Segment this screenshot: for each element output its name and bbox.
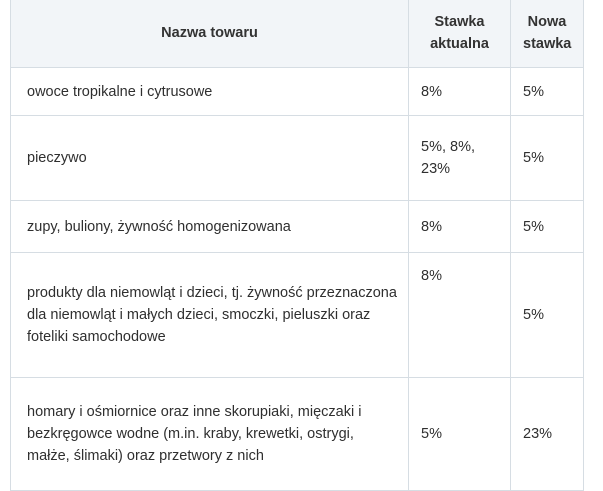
current-rate: 8% xyxy=(409,201,511,253)
product-name: pieczywo xyxy=(11,116,409,201)
header-new-rate: Nowa stawka xyxy=(511,0,584,68)
table-row xyxy=(11,201,584,253)
table-row xyxy=(11,116,584,201)
current-rate: 8% xyxy=(409,253,511,378)
table-row xyxy=(11,253,584,378)
new-rate: 5% xyxy=(511,253,584,378)
header-current-rate: Stawka aktualna xyxy=(409,0,511,68)
header-product-name: Nazwa towaru xyxy=(11,0,409,68)
new-rate: 5% xyxy=(511,201,584,253)
product-name: produkty dla niemowląt i dzieci, tj. żywność przeznaczona dla niemowląt i małych dzieci, smoczki, pieluszki oraz foteliki samochodowe xyxy=(11,253,409,378)
new-rate: 5% xyxy=(511,68,584,116)
product-name: owoce tropikalne i cytrusowe xyxy=(11,68,409,116)
new-rate: 5% xyxy=(511,116,584,201)
product-name: homary i ośmiornice oraz inne skorupiaki, mięczaki i bezkręgowce wodne (m.in. kraby, krewetki, ostrygi, małże, ślimaki) oraz przetwory z nich xyxy=(11,378,409,491)
product-name: zupy, buliony, żywność homogenizowana xyxy=(11,201,409,253)
current-rate: 5% xyxy=(409,378,511,491)
vat-rates-table xyxy=(10,0,584,491)
current-rate: 5%, 8%, 23% xyxy=(409,116,511,201)
header-row xyxy=(11,0,584,68)
table-row xyxy=(11,68,584,116)
new-rate: 23% xyxy=(511,378,584,491)
current-rate: 8% xyxy=(409,68,511,116)
table-row xyxy=(11,378,584,491)
